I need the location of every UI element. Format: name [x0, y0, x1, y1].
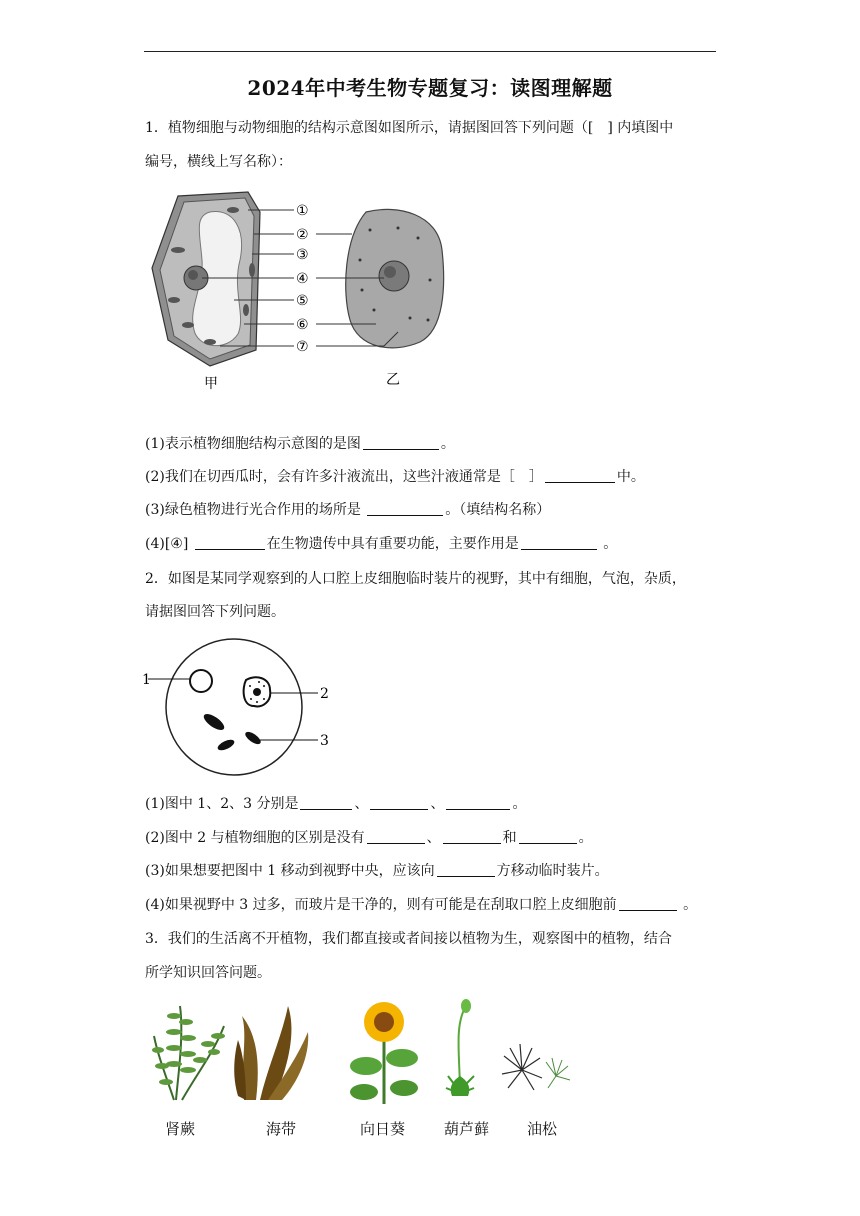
kelp-image — [234, 1006, 308, 1100]
q2-sub1-sep1: 、 — [354, 796, 369, 812]
label-4: ④ — [296, 271, 309, 287]
q2-sub3 — [145, 862, 609, 880]
label-2: 2 — [320, 686, 329, 702]
q1-sub2-text: (2)我们在切西瓜时，会有许多汁液流出，这些汁液通常是［ ］ — [145, 469, 543, 485]
q2-intro-line2: 请据图回答下列问题。 — [145, 604, 285, 620]
pine-image — [502, 1044, 570, 1090]
label-2: ② — [296, 227, 309, 243]
label-6: ⑥ — [296, 317, 309, 333]
q1-sub4-blank1[interactable] — [195, 535, 265, 550]
fern-image — [152, 1006, 225, 1100]
q1-sub4-blank2[interactable] — [521, 535, 597, 550]
plant-label-fern: 肾蕨 — [165, 1120, 196, 1138]
cell-structure-figure — [148, 190, 448, 395]
label-1: 1 — [142, 672, 151, 688]
q2-sub3-end: 方移动临时装片。 — [496, 863, 609, 879]
plant-label-sunflower: 向日葵 — [360, 1120, 406, 1138]
q2-intro-line1: 2．如图是某同学观察到的人口腔上皮细胞临时装片的视野，其中有细胞，气泡，杂质， — [145, 571, 686, 587]
q1-sub3-end: 。（填结构名称） — [445, 502, 551, 518]
page-title: 2024年中考生物专题复习：读图理解题 — [247, 76, 613, 100]
q1-sub3-blank[interactable] — [367, 501, 443, 516]
q2-sub2-blank2[interactable] — [443, 829, 501, 844]
header-rule — [144, 51, 716, 52]
q1-sub3-text: (3)绿色植物进行光合作用的场所是 — [145, 502, 366, 518]
label-1: ① — [296, 203, 309, 219]
q1-sub4-end: 。 — [598, 536, 618, 552]
q1-sub2-blank[interactable] — [545, 468, 615, 483]
q1-sub1 — [145, 435, 455, 453]
label-7: ⑦ — [296, 339, 309, 355]
q2-sub1-blank3[interactable] — [446, 795, 510, 810]
q2-sub4-end: 。 — [678, 897, 698, 913]
q2-sub2-sep2: 和 — [502, 830, 517, 846]
label-3: ③ — [296, 247, 309, 263]
q2-sub2 — [145, 829, 593, 847]
plant-label-pine: 油松 — [527, 1120, 558, 1138]
microscope-field-figure — [138, 636, 338, 778]
q2-sub4 — [145, 896, 697, 914]
q2-sub1 — [145, 795, 526, 813]
q2-sub1-blank2[interactable] — [370, 795, 428, 810]
q2-sub2-blank1[interactable] — [367, 829, 425, 844]
plant-label-kelp: 海带 — [266, 1120, 297, 1138]
q2-sub2-blank3[interactable] — [519, 829, 577, 844]
label-3: 3 — [320, 733, 329, 749]
label-yi: 乙 — [386, 372, 400, 388]
plants-figure — [148, 996, 578, 1108]
label-jia: 甲 — [204, 376, 218, 392]
q2-sub4-text: (4)如果视野中 3 过多，而玻片是干净的，则有可能是在刮取口腔上皮细胞前 — [145, 897, 617, 913]
q2-sub4-blank[interactable] — [619, 896, 677, 911]
q3-intro-line2: 所学知识回答问题。 — [145, 965, 271, 981]
q2-sub2-sep1: 、 — [426, 830, 441, 846]
label-5: ⑤ — [296, 293, 309, 309]
moss-image — [446, 999, 474, 1096]
q1-intro-line1: 1．植物细胞与动物细胞的结构示意图如图所示，请据图回答下列问题（[ ] 内填图中 — [145, 120, 674, 136]
q2-sub2-text: (2)图中 2 与植物细胞的区别是没有 — [145, 830, 365, 846]
q1-sub2 — [145, 468, 645, 486]
q2-sub1-blank1[interactable] — [300, 795, 352, 810]
q2-sub1-text: (1)图中 1、2、3 分别是 — [145, 796, 299, 812]
q2-sub1-end: 。 — [512, 796, 527, 812]
plant-label-moss: 葫芦藓 — [444, 1120, 490, 1138]
q2-sub1-sep2: 、 — [430, 796, 445, 812]
q1-sub3 — [145, 501, 550, 519]
q1-sub4-mid: 在生物遗传中具有重要功能，主要作用是 — [266, 536, 519, 552]
q1-sub2-end: 中。 — [616, 469, 645, 485]
q2-sub2-end: 。 — [578, 830, 593, 846]
q1-intro-line2: 编号，横线上写名称）： — [145, 154, 292, 170]
q1-sub1-text: (1)表示植物细胞结构示意图的是图 — [145, 436, 361, 452]
q2-sub3-text: (3)如果想要把图中 1 移动到视野中央，应该向 — [145, 863, 435, 879]
q3-intro-line1: 3．我们的生活离不开植物，我们都直接或者间接以植物为生，观察图中的植物，结合 — [145, 931, 672, 947]
q1-sub4 — [145, 535, 617, 553]
q1-sub4-text: (4)[④] — [145, 536, 193, 552]
q1-sub1-end: 。 — [440, 436, 455, 452]
q1-sub1-blank[interactable] — [363, 435, 439, 450]
sunflower-image — [350, 1002, 418, 1104]
q2-sub3-blank[interactable] — [437, 862, 495, 877]
